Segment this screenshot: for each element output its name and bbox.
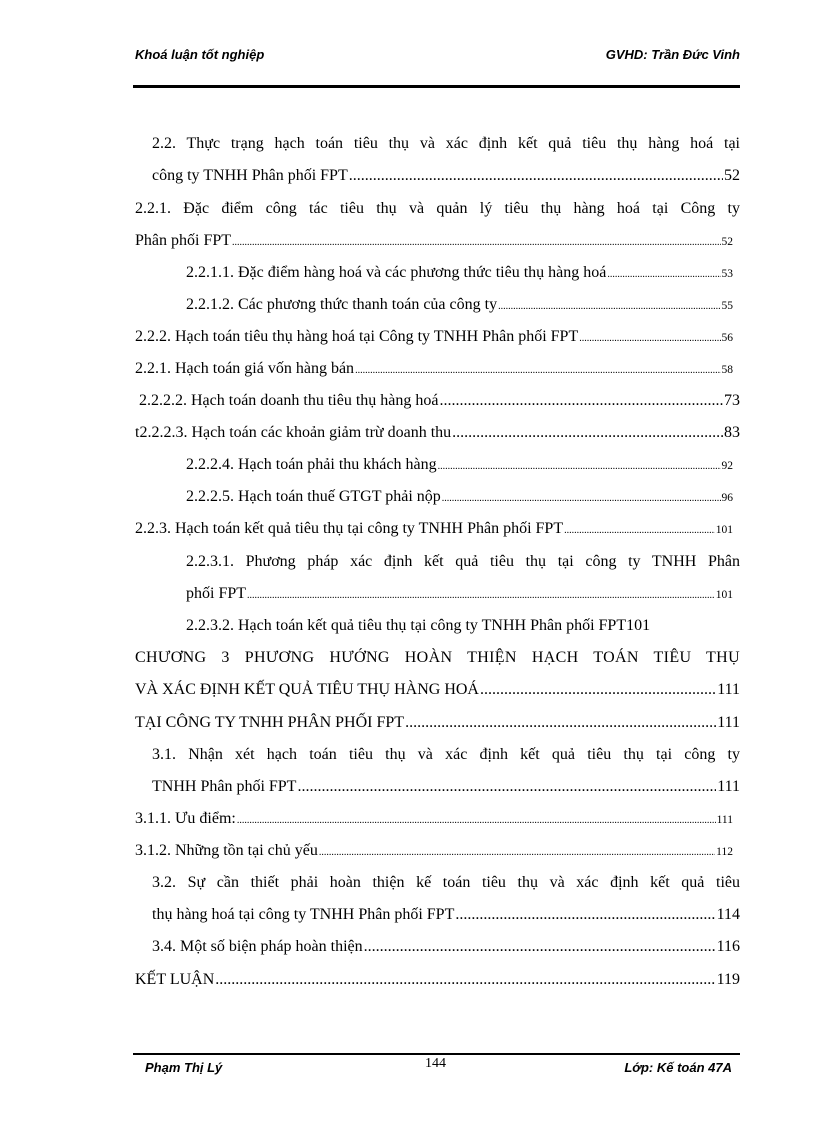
page-footer <box>135 1056 740 1078</box>
toc-entry[interactable] <box>152 743 740 767</box>
dot-leader <box>232 231 720 255</box>
toc-entry[interactable] <box>135 968 740 992</box>
toc-page-number: 56 <box>721 332 733 344</box>
dot-leader <box>455 903 715 927</box>
toc-page-number: 116 <box>716 938 740 955</box>
toc-page-number: 101 <box>715 524 733 536</box>
dot-leader <box>319 841 715 865</box>
toc-entry-text: phối FPT <box>186 585 247 602</box>
toc-entry[interactable] <box>186 293 733 317</box>
toc-entry[interactable] <box>152 935 740 959</box>
dot-leader <box>607 263 720 287</box>
dot-leader <box>498 295 720 319</box>
dot-leader <box>440 389 724 413</box>
toc-page-number: 52 <box>721 236 733 248</box>
toc-page-number: 73 <box>724 392 740 409</box>
toc-entry[interactable] <box>152 132 740 156</box>
toc-entry-text: VÀ XÁC ĐỊNH KẾT QUẢ TIÊU THỤ HÀNG HOÁ <box>135 681 479 698</box>
toc-entry-text: 2.2.2.5. Hạch toán thuế GTGT phải nộp <box>186 488 441 505</box>
toc-page-number: 96 <box>721 492 733 504</box>
toc-entry-text: công ty TNHH Phân phối FPT <box>152 167 348 184</box>
toc-page-number: 111 <box>717 681 740 698</box>
toc-entry-text: 2.2.2.2. Hạch toán doanh thu tiêu thụ hàng hoá <box>139 392 439 409</box>
toc-entry[interactable] <box>186 453 733 477</box>
toc-page-number: 52 <box>724 167 740 184</box>
toc-entry-text: Phân phối FPT <box>135 232 232 249</box>
dot-leader <box>355 359 720 383</box>
toc-entry-text: TNHH Phân phối FPT <box>152 778 297 795</box>
footer-rule <box>133 1053 740 1055</box>
dot-leader <box>564 519 715 543</box>
toc-entry[interactable] <box>135 357 733 381</box>
toc-page-number: 111 <box>717 778 740 795</box>
toc-entry[interactable] <box>186 582 733 606</box>
toc-entry-text: 3.1.2. Những tồn tại chủ yếu <box>135 842 318 859</box>
dot-leader <box>247 584 715 608</box>
page-header <box>135 47 740 67</box>
dot-leader <box>405 711 716 735</box>
toc-entry-text: KẾT LUẬN <box>135 971 215 988</box>
class-label: Lớp: Kế toán 47A <box>624 1060 732 1075</box>
dot-leader <box>349 164 723 188</box>
dot-leader <box>215 968 715 992</box>
toc-page-number: 111 <box>717 714 740 731</box>
toc-page-number: 114 <box>716 906 740 923</box>
header-rule <box>133 85 740 88</box>
toc-entry-text: TẠI CÔNG TY TNHH PHÂN PHỐI FPT <box>135 714 405 731</box>
toc-entry-text: 2.2.1.2. Các phương thức thanh toán của công ty <box>186 296 498 313</box>
toc-entry-text: t2.2.2.3. Hạch toán các khoản giảm trừ doanh thu <box>135 424 452 441</box>
toc-entry[interactable] <box>135 711 740 735</box>
thesis-label: Khoá luận tốt nghiệp <box>135 47 265 62</box>
toc-page-number: 83 <box>724 424 740 441</box>
toc-page-number: 53 <box>721 268 733 280</box>
toc-entry[interactable] <box>152 903 740 927</box>
toc-entry-text: 2.2.3.1. Phương pháp xác định kết quả tiêu thụ tại công ty TNHH Phân <box>186 553 740 570</box>
toc-entry[interactable] <box>152 164 740 188</box>
dot-leader <box>452 421 723 445</box>
toc-entry[interactable] <box>135 839 733 863</box>
toc-entry[interactable] <box>135 197 740 221</box>
toc-entry[interactable] <box>135 807 733 831</box>
toc-page-number: 112 <box>716 846 733 858</box>
dot-leader <box>297 775 716 799</box>
toc-entry[interactable] <box>186 614 740 638</box>
toc-page-number: 101 <box>715 589 733 601</box>
toc-entry-text: 2.2.1.1. Đặc điểm hàng hoá và các phương thức tiêu thụ hàng hoá <box>186 264 607 281</box>
toc-entry[interactable] <box>135 678 740 702</box>
toc-entry[interactable] <box>186 261 733 285</box>
toc-entry[interactable] <box>135 229 733 253</box>
toc-entry-text: 3.4. Một số biện pháp hoàn thiện <box>152 938 363 955</box>
dot-leader <box>480 678 716 702</box>
toc-entry-text: 2.2.3. Hạch toán kết quả tiêu thụ tại công ty TNHH Phân phối FPT <box>135 520 564 537</box>
toc-entry-text: 2.2. Thực trạng hạch toán tiêu thụ và xác định kết quả tiêu thụ hàng hoá tại <box>152 135 740 152</box>
toc-page-number: 92 <box>721 460 733 472</box>
dot-leader <box>438 455 721 479</box>
toc-entry[interactable] <box>135 421 740 445</box>
toc-entry-text: 2.2.3.2. Hạch toán kết quả tiêu thụ tại công ty TNHH Phân phối FPT101 <box>186 617 651 634</box>
toc-entry[interactable] <box>135 517 733 541</box>
toc-entry-text: 2.2.1. Đặc điểm công tác tiêu thụ và quản lý tiêu thụ hàng hoá tại Công ty <box>135 200 740 217</box>
author-name: Phạm Thị Lý <box>145 1060 223 1075</box>
toc-entry[interactable] <box>152 871 740 895</box>
toc-page-number: 119 <box>716 971 740 988</box>
toc-entry-text: 2.2.1. Hạch toán giá vốn hàng bán <box>135 360 355 377</box>
toc-entry-text: 2.2.2.4. Hạch toán phải thu khách hàng <box>186 456 437 473</box>
toc-entry[interactable] <box>186 485 733 509</box>
toc-entry-text: CHƯƠNG 3 PHƯƠNG HƯỚNG HOÀN THIỆN HẠCH TOÁN TIÊU THỤ <box>135 649 740 666</box>
toc-entry[interactable] <box>139 389 740 413</box>
page-number: 144 <box>425 1056 446 1071</box>
toc-entry-text: 3.1. Nhận xét hạch toán tiêu thụ và xác định kết quả tiêu thụ tại công ty <box>152 746 740 763</box>
toc-entry[interactable] <box>186 550 740 574</box>
toc-entry[interactable] <box>135 646 740 670</box>
toc-page-number: 58 <box>721 364 733 376</box>
toc-entry-text: 3.2. Sự cần thiết phải hoàn thiện kế toán tiêu thụ và xác định kết quả tiêu <box>152 874 740 891</box>
dot-leader <box>579 327 720 351</box>
supervisor-label: GVHD: Trần Đức Vinh <box>605 47 740 62</box>
dot-leader <box>237 809 716 833</box>
dot-leader <box>442 487 721 511</box>
toc-entry-text: 3.1.1. Ưu điểm: <box>135 810 236 827</box>
dot-leader <box>364 935 716 959</box>
toc-entry-text: thụ hàng hoá tại công ty TNHH Phân phối FPT <box>152 906 455 923</box>
toc-entry-text: 2.2.2. Hạch toán tiêu thụ hàng hoá tại Công ty TNHH Phân phối FPT <box>135 328 579 345</box>
toc-entry[interactable] <box>152 775 740 799</box>
toc-entry[interactable] <box>135 325 733 349</box>
toc-page-number: 111 <box>716 814 733 826</box>
toc-page-number: 55 <box>721 300 733 312</box>
